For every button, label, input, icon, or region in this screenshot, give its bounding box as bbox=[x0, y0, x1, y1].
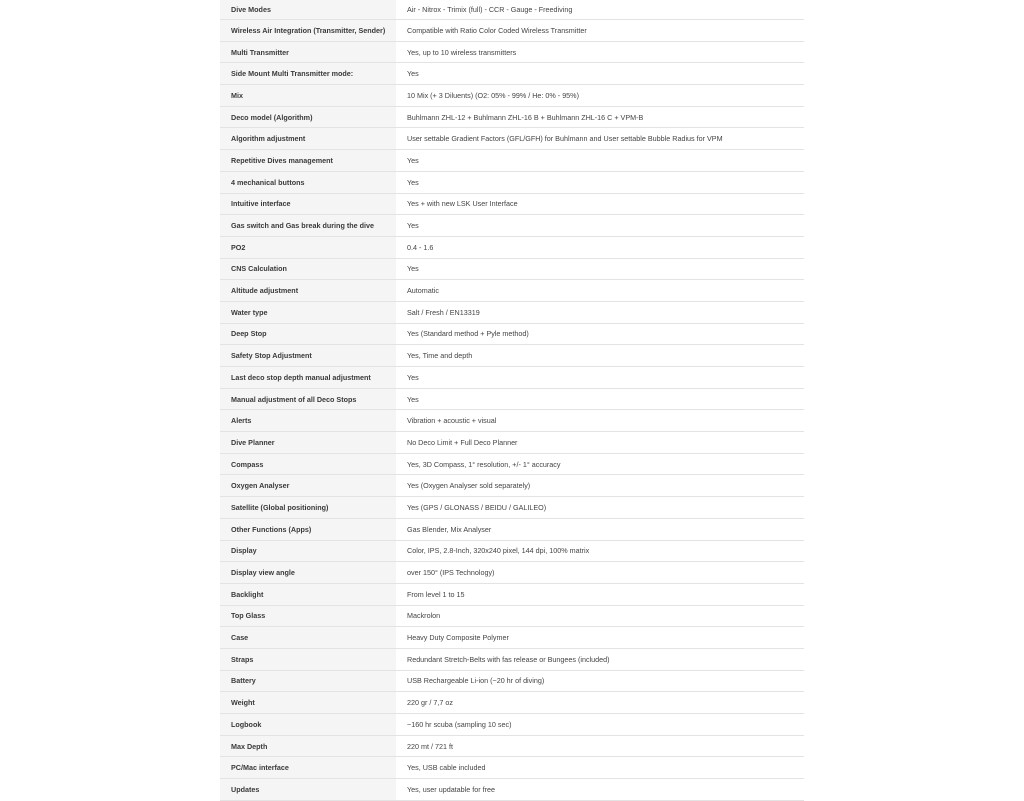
table-row bbox=[220, 215, 804, 237]
spec-label: Safety Stop Adjustment bbox=[220, 345, 396, 367]
table-row bbox=[220, 410, 804, 432]
spec-value: From level 1 to 15 bbox=[396, 583, 804, 605]
table-row bbox=[220, 605, 804, 627]
spec-label: Manual adjustment of all Deco Stops bbox=[220, 388, 396, 410]
table-row bbox=[220, 323, 804, 345]
spec-value: Automatic bbox=[396, 280, 804, 302]
table-row bbox=[220, 432, 804, 454]
spec-value: Salt / Fresh / EN13319 bbox=[396, 301, 804, 323]
table-row bbox=[220, 388, 804, 410]
spec-label: Backlight bbox=[220, 583, 396, 605]
spec-value: 220 mt / 721 ft bbox=[396, 735, 804, 757]
table-row bbox=[220, 85, 804, 107]
spec-label: Deep Stop bbox=[220, 323, 396, 345]
spec-label: Other Functions (Apps) bbox=[220, 518, 396, 540]
spec-value: 0.4 - 1.6 bbox=[396, 236, 804, 258]
spec-label: Display view angle bbox=[220, 562, 396, 584]
table-row bbox=[220, 583, 804, 605]
table-row bbox=[220, 106, 804, 128]
spec-value: 220 gr / 7,7 oz bbox=[396, 692, 804, 714]
spec-label: Intuitive interface bbox=[220, 193, 396, 215]
spec-label: Water type bbox=[220, 301, 396, 323]
spec-label: PC/Mac interface bbox=[220, 757, 396, 779]
spec-value: Color, IPS, 2.8-Inch, 320x240 pixel, 144 dpi, 100% matrix bbox=[396, 540, 804, 562]
spec-label: Case bbox=[220, 627, 396, 649]
spec-value: Yes, user updatable for free bbox=[396, 779, 804, 801]
table-row bbox=[220, 670, 804, 692]
spec-label: Dive Planner bbox=[220, 432, 396, 454]
table-row bbox=[220, 128, 804, 150]
spec-value: Yes bbox=[396, 171, 804, 193]
spec-value: 10 Mix (+ 3 Diluents) (O2: 05% - 99% / He: 0% - 95%) bbox=[396, 85, 804, 107]
spec-value: Mackrolon bbox=[396, 605, 804, 627]
spec-value: Heavy Duty Composite Polymer bbox=[396, 627, 804, 649]
spec-value: Buhlmann ZHL-12 + Buhlmann ZHL-16 B + Buhlmann ZHL-16 C + VPM-B bbox=[396, 106, 804, 128]
spec-value: Redundant Stretch-Belts with fas release or Bungees (included) bbox=[396, 648, 804, 670]
table-row bbox=[220, 258, 804, 280]
table-row bbox=[220, 518, 804, 540]
spec-value: Air - Nitrox - Trimix (full) - CCR - Gauge - Freediving bbox=[396, 0, 804, 20]
table-row bbox=[220, 735, 804, 757]
table-row bbox=[220, 627, 804, 649]
spec-label: Wireless Air Integration (Transmitter, Sender) bbox=[220, 20, 396, 42]
table-row bbox=[220, 453, 804, 475]
spec-label: Oxygen Analyser bbox=[220, 475, 396, 497]
table-row bbox=[220, 150, 804, 172]
spec-label: Gas switch and Gas break during the dive bbox=[220, 215, 396, 237]
spec-label: Deco model (Algorithm) bbox=[220, 106, 396, 128]
spec-label: Max Depth bbox=[220, 735, 396, 757]
spec-label: Mix bbox=[220, 85, 396, 107]
spec-label: Updates bbox=[220, 779, 396, 801]
spec-value: Gas Blender, Mix Analyser bbox=[396, 518, 804, 540]
table-row bbox=[220, 540, 804, 562]
table-row bbox=[220, 779, 804, 801]
spec-value: Yes bbox=[396, 258, 804, 280]
spec-value: Yes (GPS / GLONASS / BEIDU / GALILEO) bbox=[396, 497, 804, 519]
spec-value: Yes bbox=[396, 215, 804, 237]
table-row bbox=[220, 236, 804, 258]
spec-label: Straps bbox=[220, 648, 396, 670]
spec-label: CNS Calculation bbox=[220, 258, 396, 280]
spec-label: PO2 bbox=[220, 236, 396, 258]
spec-label: Last deco stop depth manual adjustment bbox=[220, 367, 396, 389]
spec-label: Repetitive Dives management bbox=[220, 150, 396, 172]
spec-value: Yes, 3D Compass, 1° resolution, +/- 1° accuracy bbox=[396, 453, 804, 475]
spec-value: Vibration + acoustic + visual bbox=[396, 410, 804, 432]
spec-value: over 150° (IPS Technology) bbox=[396, 562, 804, 584]
spec-value: Yes bbox=[396, 150, 804, 172]
spec-value: Yes (Oxygen Analyser sold separately) bbox=[396, 475, 804, 497]
spec-label: Dive Modes bbox=[220, 0, 396, 20]
spec-label: Logbook bbox=[220, 714, 396, 736]
spec-value: USB Rechargeable Li-ion (~20 hr of diving) bbox=[396, 670, 804, 692]
spec-label: Alerts bbox=[220, 410, 396, 432]
table-row bbox=[220, 497, 804, 519]
table-row bbox=[220, 301, 804, 323]
table-row bbox=[220, 20, 804, 42]
table-row bbox=[220, 692, 804, 714]
spec-value: Yes, Time and depth bbox=[396, 345, 804, 367]
spec-value: ~160 hr scuba (sampling 10 sec) bbox=[396, 714, 804, 736]
spec-value: Yes bbox=[396, 63, 804, 85]
table-row bbox=[220, 63, 804, 85]
spec-label: Weight bbox=[220, 692, 396, 714]
spec-value: Yes bbox=[396, 367, 804, 389]
table-row bbox=[220, 0, 804, 20]
spec-value: Yes + with new LSK User Interface bbox=[396, 193, 804, 215]
table-row bbox=[220, 562, 804, 584]
spec-value: Compatible with Ratio Color Coded Wireless Transmitter bbox=[396, 20, 804, 42]
spec-value: Yes, up to 10 wireless transmitters bbox=[396, 41, 804, 63]
table-row bbox=[220, 171, 804, 193]
table-row bbox=[220, 41, 804, 63]
spec-value: No Deco Limit + Full Deco Planner bbox=[396, 432, 804, 454]
table-row bbox=[220, 367, 804, 389]
table-row bbox=[220, 280, 804, 302]
spec-label: Top Glass bbox=[220, 605, 396, 627]
spec-label: Multi Transmitter bbox=[220, 41, 396, 63]
table-row bbox=[220, 714, 804, 736]
spec-value: Yes, USB cable included bbox=[396, 757, 804, 779]
spec-label: Side Mount Multi Transmitter mode: bbox=[220, 63, 396, 85]
spec-label: Compass bbox=[220, 453, 396, 475]
specifications-table bbox=[220, 0, 804, 801]
table-row bbox=[220, 648, 804, 670]
spec-value: Yes (Standard method + Pyle method) bbox=[396, 323, 804, 345]
spec-label: 4 mechanical buttons bbox=[220, 171, 396, 193]
spec-value: User settable Gradient Factors (GFL/GFH) for Buhlmann and User settable Bubble Radius for VPM bbox=[396, 128, 804, 150]
table-row bbox=[220, 345, 804, 367]
spec-label: Algorithm adjustment bbox=[220, 128, 396, 150]
spec-value: Yes bbox=[396, 388, 804, 410]
table-row bbox=[220, 193, 804, 215]
spec-label: Altitude adjustment bbox=[220, 280, 396, 302]
table-row bbox=[220, 475, 804, 497]
specifications-table-body bbox=[220, 0, 804, 800]
spec-label: Satellite (Global positioning) bbox=[220, 497, 396, 519]
spec-label: Display bbox=[220, 540, 396, 562]
spec-label: Battery bbox=[220, 670, 396, 692]
